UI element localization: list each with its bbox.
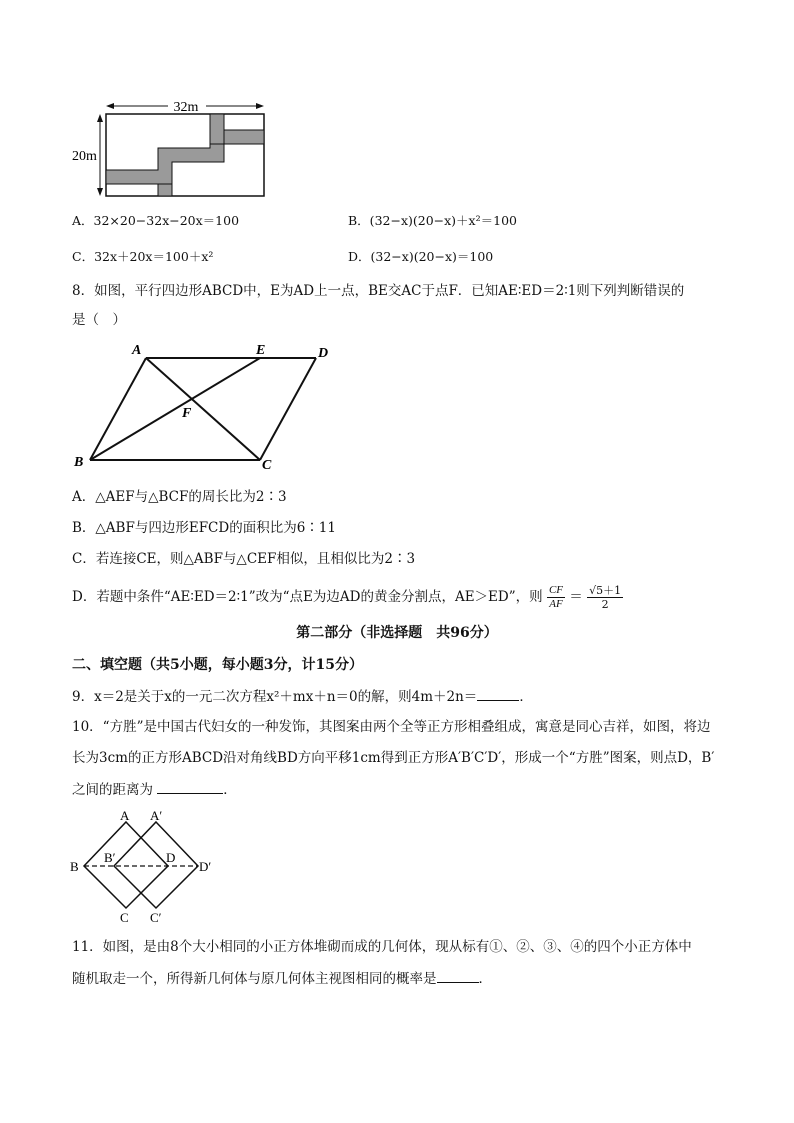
- q9: [72, 686, 533, 707]
- width-arrow-left: [106, 103, 114, 109]
- q8-stem-line1: 8．如图，平行四边形ABCD中，E为AD上一点，BE交AC于点F．已知AE∶ED＝2∶1则下列判断错误的: [72, 283, 685, 299]
- height-arrow-top: [97, 114, 103, 122]
- label-b: B: [74, 455, 84, 470]
- diagonal-ac: [146, 358, 260, 460]
- fangsheng-figure: [68, 808, 228, 926]
- label-b-prime: B′: [104, 850, 116, 865]
- q7-option-b[interactable]: B．(32−x)(20−x)＋x²＝100: [348, 213, 517, 228]
- fraction-numerator: CF: [548, 584, 563, 596]
- fraction-cf-af: [547, 584, 565, 611]
- label-f: F: [182, 406, 192, 421]
- q8-option-a[interactable]: A．△AEF与△BCF的周长比为2∶3: [72, 489, 287, 505]
- q10-line2: 长为3cm的正方形ABCD沿对角线BD方向平移1cm得到正方形A′B′C′D′，形成一个“方胜”图案，则点D，B′: [72, 750, 715, 766]
- width-label: 32m: [173, 100, 199, 115]
- road-vertical-lower: [158, 184, 172, 196]
- q8-option-b[interactable]: B．△ABF与四边形EFCD的面积比为6∶11: [72, 520, 336, 536]
- label-d-prime: D′: [199, 859, 212, 874]
- label-c: C: [262, 458, 272, 473]
- equals-sign: ＝: [569, 589, 583, 605]
- q10-line3-text: 之间的距离为: [72, 782, 153, 798]
- label-c-prime: C′: [150, 910, 162, 925]
- segment-be: [90, 358, 260, 460]
- q8-stem-line2: 是（ ）: [72, 312, 126, 328]
- q10-line1: 10．“方胜”是中国古代妇女的一种发饰，其图案由两个全等正方形相叠组成，寓意是同心吉祥，如图，将边: [72, 719, 711, 735]
- fraction-denominator: AF: [549, 598, 563, 610]
- label-d: D: [166, 850, 176, 865]
- q9-end: ．: [519, 689, 533, 705]
- fraction-denominator: 2: [601, 598, 609, 611]
- q10-line3: [72, 779, 237, 800]
- q8-option-c[interactable]: C．若连接CE，则△ABF与△CEF相似，且相似比为2∶3: [72, 551, 416, 567]
- q11-line2: [72, 968, 492, 989]
- q11-line2-text: 随机取走一个，所得新几何体与原几何体主视图相同的概率是: [72, 971, 437, 987]
- part2-title: 第二部分（非选择题 共96分）: [296, 625, 498, 641]
- label-a: A: [120, 808, 130, 823]
- q8-option-d[interactable]: [72, 584, 623, 611]
- section-fill-blank: 二、填空题（共5小题，每小题3分，计15分）: [72, 657, 363, 673]
- height-arrow-bottom: [97, 188, 103, 196]
- label-d: D: [318, 346, 329, 361]
- q9-text: 9．x＝2是关于x的一元二次方程x²＋mx＋n＝0的解，则4m＋2n＝: [72, 689, 478, 705]
- q7-option-c[interactable]: C．32x＋20x＝100＋x²: [72, 249, 214, 264]
- q7-option-a[interactable]: A．32×20−32x−20x＝100: [72, 213, 240, 228]
- square-abcd: [84, 822, 168, 908]
- q10-end: ．: [223, 782, 237, 798]
- square-a2b2c2d2: [114, 822, 198, 908]
- edge-cd: [260, 358, 316, 460]
- label-a: A: [132, 343, 142, 358]
- q11-end: ．: [478, 971, 492, 987]
- edge-ab: [90, 358, 146, 460]
- q10-answer-blank[interactable]: [157, 779, 223, 794]
- label-c: C: [120, 910, 129, 925]
- label-e: E: [256, 343, 266, 358]
- road-figure: [68, 96, 278, 201]
- fraction-golden-ratio: [587, 584, 623, 611]
- q8-option-d-text: D．若题中条件“AE∶ED＝2∶1”改为“点E为边AD的黄金分割点，AE＞ED”，则: [72, 589, 543, 605]
- parallelogram-figure: [70, 338, 340, 473]
- q7-option-d[interactable]: D．(32−x)(20−x)＝100: [348, 249, 494, 264]
- width-arrow-right: [256, 103, 264, 109]
- q9-answer-blank[interactable]: [477, 686, 519, 701]
- road-vertical-segment: [210, 114, 224, 144]
- q11-line1: 11．如图，是由8个大小相同的小正方体堆砌而成的几何体，现从标有①、②、③、④的四个小正方体中: [72, 939, 692, 955]
- fraction-numerator: √5＋1: [589, 584, 622, 597]
- height-label: 20m: [72, 149, 97, 164]
- label-a-prime: A′: [150, 808, 163, 823]
- label-b: B: [70, 859, 79, 874]
- q11-answer-blank[interactable]: [437, 968, 479, 983]
